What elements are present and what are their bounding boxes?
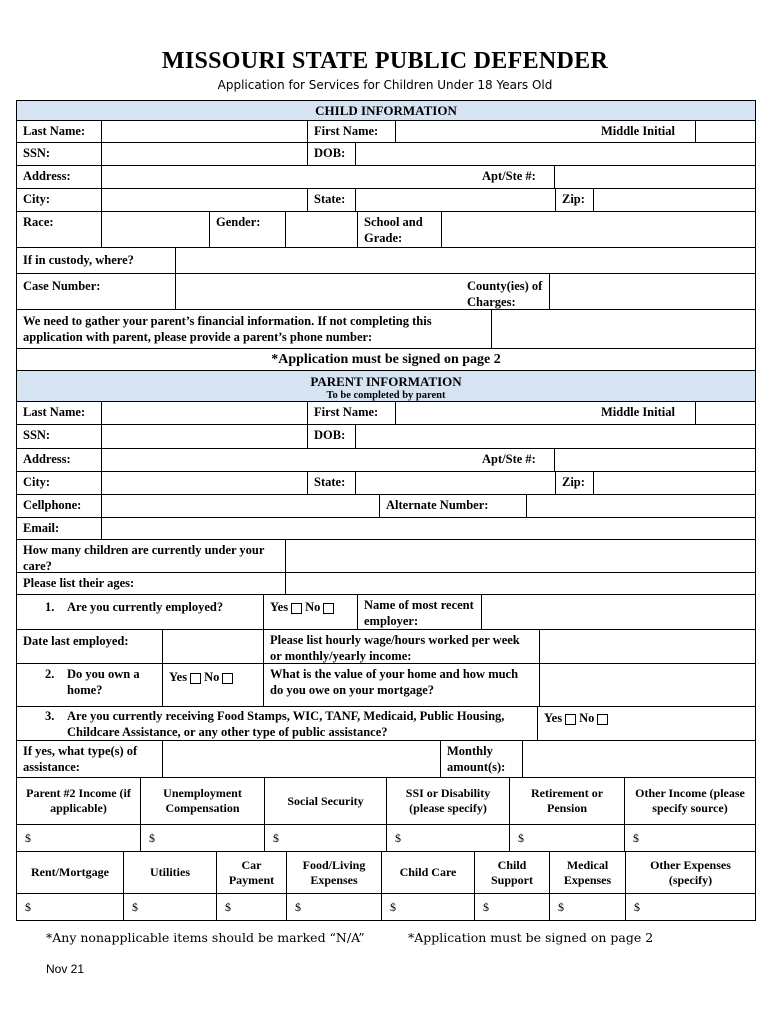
- q1-no-checkbox[interactable]: [323, 603, 334, 614]
- parent-address-row: [17, 449, 755, 472]
- parent-children-row: [17, 540, 755, 573]
- q2-label: [17, 664, 162, 706]
- q3-text: Are you currently receiving Food Stamps, WIC, TANF, Medicaid, Public Housing, Childcare Assistance, or any other type of public assistance?: [67, 709, 505, 739]
- q3-yes-no: [537, 707, 755, 740]
- parent-ssn-label: SSN:: [23, 428, 51, 442]
- child-county-field[interactable]: [549, 274, 755, 309]
- child-county-label: County(ies) of Charges:: [467, 279, 543, 309]
- parent-name-row: [17, 402, 755, 425]
- parent-zip-label: Zip:: [555, 472, 593, 494]
- parent-ssn-field[interactable]: [101, 425, 307, 448]
- footer-na-note: *Any nonapplicable items should be marked “N/A”: [46, 930, 365, 945]
- income-header-retirement: Retirement or Pension: [509, 778, 624, 824]
- q3-yes-checkbox[interactable]: [565, 714, 576, 725]
- wage-label: Please list hourly wage/hours worked per week or monthly/yearly income:: [263, 630, 539, 663]
- parent-ssn-row: [17, 425, 755, 449]
- child-case-row: [17, 274, 755, 310]
- parent-apt-label: Apt/Ste #:: [482, 452, 536, 466]
- parent-ages-label: Please list their ages:: [23, 576, 135, 590]
- income-value-other[interactable]: $: [624, 825, 755, 851]
- expense-value-car[interactable]: $: [216, 894, 286, 920]
- parent-cellphone-label: Cellphone:: [23, 498, 82, 512]
- child-first-name-label: First Name:: [307, 121, 395, 142]
- q2-yes-checkbox[interactable]: [190, 673, 201, 684]
- parent-address-field[interactable]: [101, 449, 476, 471]
- child-race-row: [17, 212, 755, 248]
- monthly-amount-label: Monthly amount(s):: [440, 741, 522, 777]
- income-header-ssi: SSI or Disability (please specify): [386, 778, 509, 824]
- parent-last-name-label: Last Name:: [23, 405, 86, 419]
- parent-section-header: [17, 371, 755, 402]
- income-header-social-security: Social Security: [264, 778, 386, 824]
- child-state-label: State:: [307, 189, 355, 211]
- expense-header-childcare: Child Care: [381, 852, 474, 893]
- income-header-other: Other Income (please specify source): [624, 778, 755, 824]
- parent-email-field[interactable]: [101, 518, 755, 539]
- parent-phone-row: [17, 495, 755, 518]
- income-value-retirement[interactable]: $: [509, 825, 624, 851]
- child-last-name-label: Last Name:: [23, 124, 86, 138]
- q1-employer-label: Name of most recent employer:: [357, 595, 481, 629]
- q2-yes-no: [162, 664, 263, 706]
- child-apt-label: Apt/Ste #:: [482, 169, 536, 183]
- child-middle-initial-label: Middle Initial: [601, 124, 675, 138]
- q2-number: 2.: [45, 667, 55, 681]
- date-employed-label: Date last employed:: [23, 634, 129, 648]
- child-section-header: [17, 101, 755, 121]
- q3-label: [17, 707, 537, 740]
- page-subtitle: Application for Services for Children Under 18 Years Old: [217, 78, 553, 92]
- child-ssn-label: SSN:: [23, 146, 51, 160]
- child-address-field[interactable]: [101, 166, 476, 188]
- child-parent-phone-field[interactable]: [491, 310, 755, 348]
- expense-header-car: Car Payment: [216, 852, 286, 893]
- parent-dob-field[interactable]: [355, 425, 755, 448]
- q2-row: [17, 664, 755, 707]
- q1-employer-field[interactable]: [481, 595, 755, 629]
- q1-yes-label: Yes: [270, 600, 289, 614]
- expense-header-rent: Rent/Mortgage: [31, 865, 109, 879]
- child-city-field[interactable]: [101, 189, 307, 211]
- q3-number: 3.: [45, 709, 55, 723]
- income-value-unemployment[interactable]: $: [140, 825, 264, 851]
- parent-last-name-field[interactable]: [101, 402, 307, 424]
- parent-section-subtitle: To be completed by parent: [326, 390, 446, 401]
- footer-sign-note: *Application must be signed on page 2: [408, 930, 654, 945]
- parent-city-label: City:: [23, 475, 51, 489]
- assistance-type-label: If yes, what type(s) of assistance:: [23, 744, 138, 774]
- parent-zip-field[interactable]: [593, 472, 755, 494]
- child-section-title: CHILD INFORMATION: [315, 103, 457, 118]
- child-sign-note: *Application must be signed on page 2: [271, 352, 501, 367]
- expense-header-food: Food/Living Expenses: [286, 852, 381, 893]
- parent-alternate-label: Alternate Number:: [379, 495, 526, 517]
- parent-children-field[interactable]: [285, 540, 755, 572]
- income-value-ssi[interactable]: $: [386, 825, 509, 851]
- q3-row: [17, 707, 755, 741]
- parent-first-name-label: First Name:: [307, 402, 395, 424]
- income-value-parent2[interactable]: $: [25, 831, 31, 845]
- parent-alternate-field[interactable]: [526, 495, 755, 517]
- child-ssn-row: [17, 143, 755, 166]
- child-city-label: City:: [23, 192, 51, 206]
- parent-email-row: [17, 518, 755, 540]
- employment-row: [17, 630, 755, 664]
- child-case-number-label: Case Number:: [23, 279, 101, 293]
- q2-text: Do you own a home?: [67, 667, 140, 697]
- parent-state-field[interactable]: [355, 472, 555, 494]
- income-header-unemployment: Unemployment Compensation: [140, 778, 264, 824]
- child-dob-label: DOB:: [307, 143, 355, 165]
- expense-value-other[interactable]: $: [625, 894, 755, 920]
- expense-header-medical: Medical Expenses: [549, 852, 625, 893]
- child-race-field[interactable]: [101, 212, 209, 247]
- q2-yes-label: Yes: [169, 670, 188, 684]
- expenses-header-row: [17, 852, 755, 894]
- child-address-label: Address:: [23, 169, 71, 183]
- q2-no-label: No: [204, 670, 220, 684]
- expense-value-childcare[interactable]: $: [381, 894, 474, 920]
- child-address-row: [17, 166, 755, 189]
- income-header-row: [17, 778, 755, 825]
- child-ssn-field[interactable]: [101, 143, 307, 165]
- child-custody-field[interactable]: [175, 248, 755, 273]
- child-apt-field[interactable]: [554, 166, 755, 188]
- child-last-name-field[interactable]: [101, 121, 307, 142]
- q3-no-checkbox[interactable]: [597, 714, 608, 725]
- expense-header-other: Other Expenses (specify): [625, 852, 755, 893]
- income-header-parent2: Parent #2 Income (if applicable): [26, 786, 131, 815]
- expense-header-utilities: Utilities: [123, 852, 216, 893]
- child-school-field[interactable]: [441, 212, 755, 247]
- child-dob-field[interactable]: [355, 143, 755, 165]
- q2-no-checkbox[interactable]: [222, 673, 233, 684]
- q1-label: [17, 595, 263, 629]
- q1-yes-no: [263, 595, 357, 629]
- q1-no-label: No: [305, 600, 321, 614]
- child-custody-label: If in custody, where?: [23, 253, 134, 267]
- parent-middle-initial-field[interactable]: [695, 402, 755, 424]
- expense-header-child-support: Child Support: [474, 852, 549, 893]
- child-zip-label: Zip:: [555, 189, 593, 211]
- income-value-row: [17, 825, 755, 852]
- q1-yes-checkbox[interactable]: [291, 603, 302, 614]
- child-city-row: [17, 189, 755, 212]
- date-employed-field[interactable]: [162, 630, 263, 663]
- parent-address-label: Address:: [23, 452, 71, 466]
- child-state-field[interactable]: [355, 189, 555, 211]
- wage-field[interactable]: [539, 630, 755, 663]
- footer-date: Nov 21: [46, 962, 85, 976]
- home-value-label: What is the value of your home and how much do you owe on your mortgage?: [263, 664, 539, 706]
- expenses-value-row: [17, 894, 755, 921]
- home-value-field[interactable]: [539, 664, 755, 706]
- q3-yes-label: Yes: [544, 711, 563, 725]
- child-school-label: School and Grade:: [357, 212, 441, 247]
- expense-value-child-support[interactable]: $: [474, 894, 549, 920]
- parent-state-label: State:: [307, 472, 355, 494]
- expense-value-rent[interactable]: $: [25, 900, 31, 914]
- parent-children-label: How many children are currently under your care?: [23, 543, 265, 573]
- application-form: [16, 100, 756, 921]
- expense-value-food[interactable]: $: [286, 894, 381, 920]
- parent-email-label: Email:: [23, 521, 60, 535]
- child-zip-field[interactable]: [593, 189, 755, 211]
- income-value-social-security[interactable]: $: [264, 825, 386, 851]
- child-parent-phone-row: [17, 310, 755, 349]
- q1-row: [17, 595, 755, 630]
- assistance-row: [17, 741, 755, 778]
- parent-first-name-field[interactable]: [395, 402, 595, 424]
- child-custody-row: [17, 248, 755, 274]
- child-middle-initial-field[interactable]: [695, 121, 755, 142]
- parent-ages-field[interactable]: [285, 573, 755, 594]
- child-race-label: Race:: [23, 215, 54, 229]
- parent-middle-initial-label: Middle Initial: [601, 405, 675, 419]
- monthly-amount-field[interactable]: [522, 741, 755, 777]
- child-gender-field[interactable]: [285, 212, 357, 247]
- child-gender-label: Gender:: [209, 212, 285, 247]
- parent-ages-row: [17, 573, 755, 595]
- parent-dob-label: DOB:: [307, 425, 355, 448]
- expense-value-medical[interactable]: $: [549, 894, 625, 920]
- parent-cellphone-field[interactable]: [101, 495, 379, 517]
- q3-no-label: No: [579, 711, 595, 725]
- child-name-row: [17, 121, 755, 143]
- assistance-type-field[interactable]: [162, 741, 440, 777]
- q1-number: 1.: [45, 600, 55, 614]
- page-title: MISSOURI STATE PUBLIC DEFENDER: [161, 48, 609, 74]
- child-case-number-field[interactable]: [175, 274, 461, 309]
- child-sign-note-row: [17, 349, 755, 371]
- parent-apt-field[interactable]: [554, 449, 755, 471]
- child-first-name-field[interactable]: [395, 121, 595, 142]
- parent-city-field[interactable]: [101, 472, 307, 494]
- parent-section-title: PARENT INFORMATION: [310, 374, 462, 389]
- expense-value-utilities[interactable]: $: [123, 894, 216, 920]
- child-parent-phone-label: We need to gather your parent’s financial information. If not completing this application with parent, please provide a parent’s phone number:: [23, 314, 432, 344]
- parent-city-row: [17, 472, 755, 495]
- q1-text: Are you currently employed?: [67, 600, 224, 614]
